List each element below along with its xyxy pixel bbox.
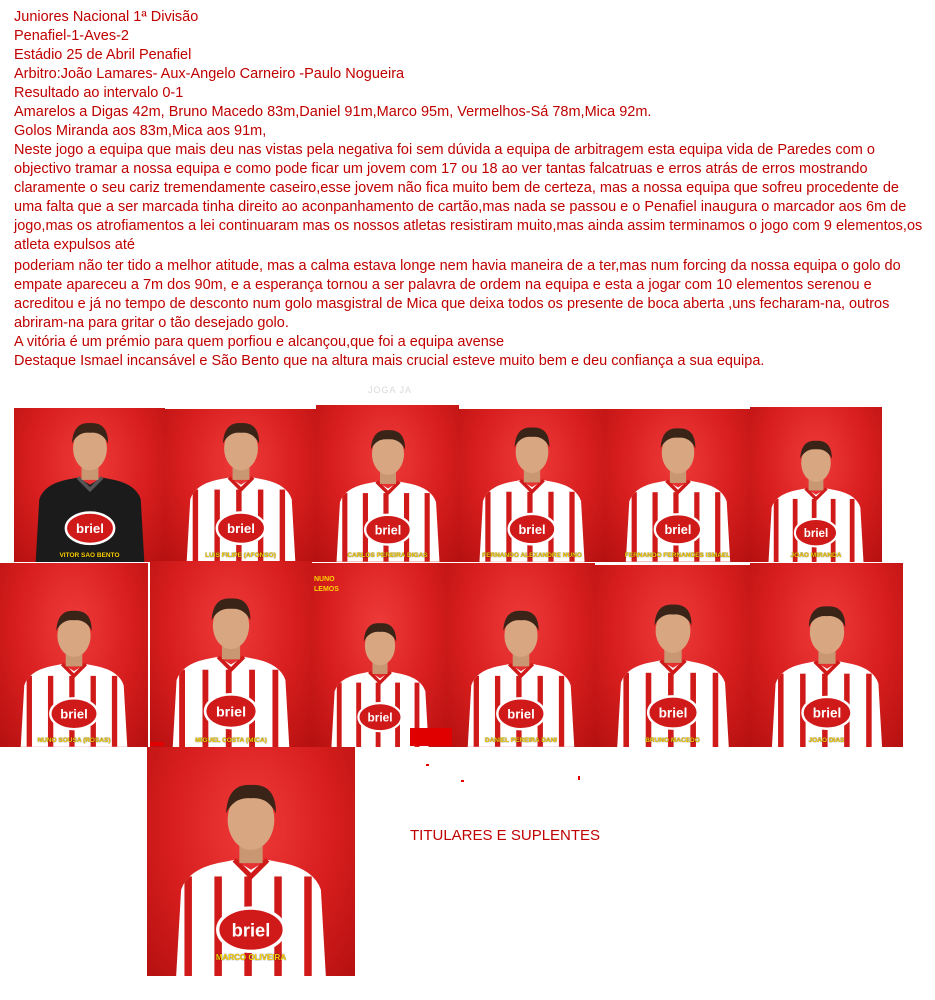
player-photo (316, 405, 459, 562)
player-photo (0, 563, 148, 747)
red-mark (410, 728, 452, 746)
player-photo (147, 747, 355, 976)
player-photo (750, 563, 903, 747)
player-caption: FERNANDO ALEXANDRE NUNO (482, 552, 582, 559)
player-figure (611, 586, 735, 747)
report-line: Estádio 25 de Abril Penafiel (14, 47, 192, 63)
player-photo (750, 407, 882, 562)
svg-text:briel: briel (658, 705, 687, 721)
player-figure (180, 409, 301, 562)
report-line: Amarelos a Digas 42m, Bruno Macedo 83m,Daniel 91m,Marco 95m, Vermelhos-Sá 78m,Mica 92m. (14, 104, 652, 120)
svg-text:briel: briel (226, 521, 255, 537)
player-figure (462, 593, 580, 747)
svg-text:briel: briel (507, 706, 535, 722)
player-photo (150, 561, 312, 747)
player-caption: NUNO SOUSA (ROSAS) (37, 737, 111, 744)
svg-text:briel: briel (231, 919, 271, 941)
red-mark (150, 742, 164, 746)
player-caption: LUIS FILIPE (AFONSO) (205, 552, 276, 559)
svg-text:briel: briel (75, 521, 104, 537)
player-figure (763, 425, 869, 562)
player-caption: DANIEL PEREIRA DANI (484, 737, 558, 744)
player-figure (166, 579, 296, 747)
player-caption: VITOR SÃO BENTO (59, 552, 120, 559)
red-mark (461, 780, 464, 782)
match-report (14, 8, 924, 371)
red-mark (578, 776, 580, 780)
player-figure (330, 413, 444, 562)
player-photo (14, 408, 165, 562)
svg-text:briel: briel (366, 710, 393, 725)
player-figure (168, 760, 334, 976)
svg-text:briel: briel (803, 526, 829, 540)
player-figure (474, 410, 591, 562)
titulares-label: TITULARES E SUPLENTES (410, 827, 601, 844)
player-caption: FERNANDO FERNANDES ISMAEL (624, 552, 731, 559)
player-caption: JOÃO MIRANDA (790, 552, 842, 559)
report-line: Arbitro:João Lamares- Aux-Angelo Carneiro -Paulo Nogueira (14, 66, 405, 82)
player-figure (326, 607, 434, 747)
svg-text:briel: briel (60, 706, 88, 722)
report-paragraph: Neste jogo a equipa que mais deu nas vistas pela negativa foi sem dúvida a equipa de arbitragem esta equipa vida de Paredes com o objectivo tramar a nossa equipa e como pode ficar um jovem com 17 ou 18 ao ver tantas falcatruas e erros atrás de erros mostrando claramente o seu cariz tremendamente caseiro,esse jovem não fica muito bem de certeza, mas a nossa equipa que sofreu procedente de uma falta que a ser marcada tinha direito ao aconpanhamento de cartão,mas nada se passou e o Penafiel inaugura o marcador aos 6m de jogo,mas os atrofiamentos a lei continuaram mas os nossos atletas resistiram muito,mas ainda assim terminamos o jogo com 9 elementos,os atleta expulsos até (14, 142, 923, 253)
player-figure (15, 593, 133, 747)
player-caption: BRUNO MACEDO (645, 737, 700, 744)
player-photo (605, 409, 750, 562)
player-photo (165, 409, 316, 562)
report-paragraph: poderiam não ter tido a melhor atitude, mas a calma estava longe nem havia maneira de a ter,mas num forcing da nossa equipa o golo do empate apareceu a 7m dos 90m, e a esperança tornou a ser palavra de ordem na equipa e esta a jogar com 10 elementos serenou e acreditou e já no tempo de desconto num golo masgistral de Mica que deixa todos os presente de boca aberta ,uns fecharam-na, outros abriram-na para gritar o tão desejado golo. (14, 258, 901, 331)
report-line: Juniores Nacional 1ª Divisão (14, 9, 199, 25)
player-photo (447, 563, 595, 747)
report-line: Destaque Ismael incansável e São Bento que na altura mais crucial esteve muito bem e deu confiança a sua equipa. (14, 353, 765, 369)
report-line: Golos Miranda aos 83m,Mica aos 91m, (14, 123, 267, 139)
player-caption: JOÃO DIAS (808, 737, 845, 744)
player-caption: MIGUEL COSTA (MICA) (195, 737, 267, 744)
player-photo (595, 565, 750, 747)
player-figure (765, 588, 887, 747)
player-photo (459, 409, 605, 562)
svg-text:briel: briel (374, 523, 401, 538)
svg-text:briel: briel (812, 705, 841, 721)
svg-text:briel: briel (215, 703, 247, 720)
player-photo (312, 563, 447, 747)
player-label: NUNO LEMOS (314, 576, 339, 593)
red-mark (426, 764, 429, 766)
report-line: A vitória é um prémio para quem porfiou e alcançou,que foi a equipa avense (14, 334, 505, 350)
report-line: Resultado ao intervalo 0-1 (14, 85, 184, 101)
player-figure (620, 411, 736, 562)
player-caption: MARCO OLIVEIRA (215, 953, 287, 962)
svg-text:briel: briel (518, 521, 546, 537)
svg-text:briel: briel (664, 522, 691, 538)
player-caption: CARLOS PEREIRA DIGAS (347, 552, 428, 559)
player-figure (29, 408, 150, 562)
watermark-text: JOGA JA (368, 385, 413, 395)
report-line: Penafiel-1-Aves-2 (14, 28, 129, 44)
